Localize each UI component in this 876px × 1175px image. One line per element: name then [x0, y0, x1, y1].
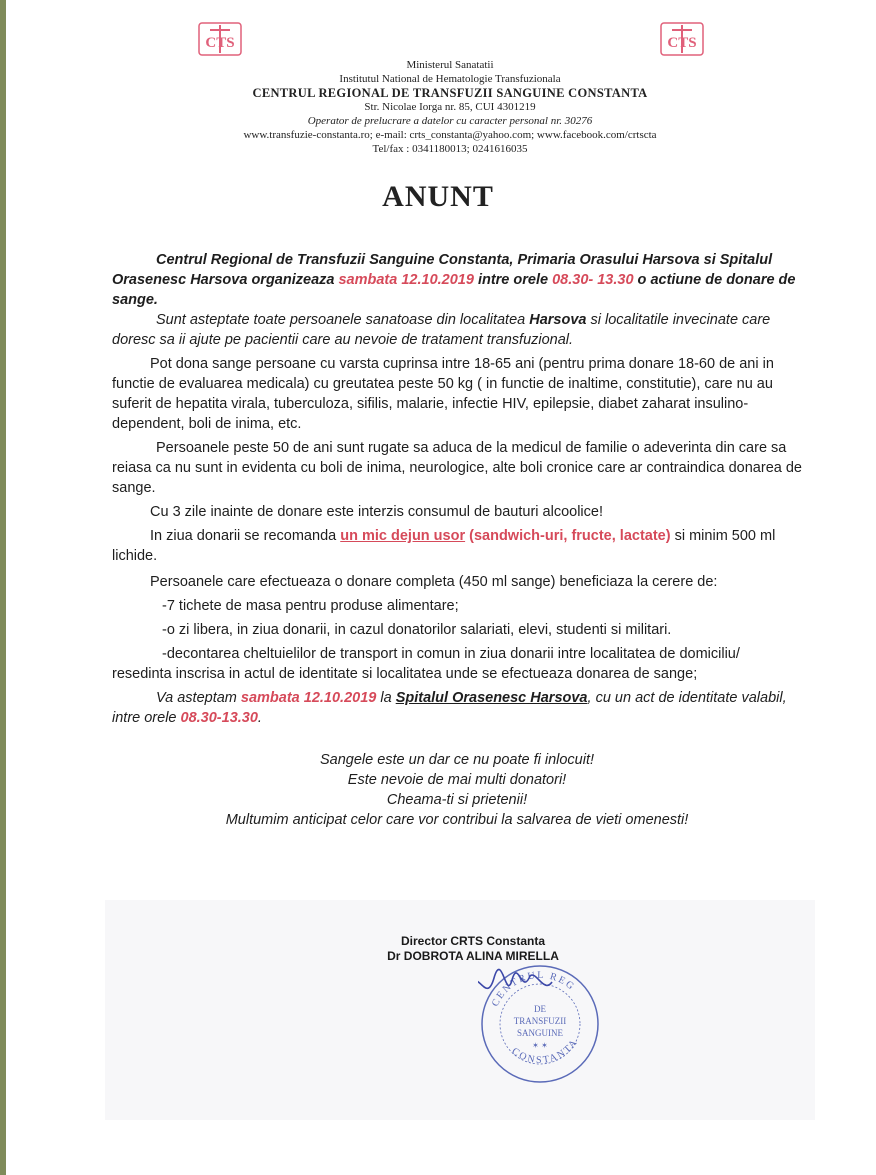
closing-line: Sangele este un dar ce nu poate fi inlocuit! [319, 752, 595, 768]
intro-text-3: o actiune de donare de sange. [112, 272, 796, 308]
benefit-item: -o zi libera, in ziua donarii, in cazul donatorilor salariati, elevi, studenti si militari. [162, 622, 672, 638]
closing-invite-text-2: la [376, 690, 396, 706]
benefit-item: -7 tichete de masa pentru produse alimentare; [162, 598, 459, 614]
intro-text: Centrul Regional de Transfuzii Sanguine Constanta, Primaria Orasului Harsova si Spitalul Orasenesc Harsova organizeaza [112, 252, 773, 288]
closing-invite-text: Va asteptam [156, 690, 241, 706]
signature-block [0, 934, 876, 964]
event-date: sambata 12.10.2019 [338, 272, 474, 288]
event-hours: 08.30- 13.30 [552, 272, 634, 288]
crts-logo-right [660, 22, 704, 56]
svg-text:✶ ✶: ✶ ✶ [532, 1041, 548, 1050]
paragraph-over-50: Persoanele peste 50 de ani sunt rugate sa aduca de la medicul de familie o adeverinta din care sa reiasa ca nu sunt in evidenta cu boli de inima, neurologice, alte boli cronice care ar contraindica donarea de sange. [112, 440, 802, 496]
benefit-item: -decontarea cheltuielilor de transport in comun in ziua donarii intre localitatea de domiciliu/ resedinta inscrisa in actul de identitate si localitatea unde se efectueaza donarea de sange; [112, 646, 740, 682]
paragraph-eligibility: Pot dona sange persoane cu varsta cuprinsa intre 18-65 ani (pentru prima donare 18-60 de ani in functie de evaluarea medicala) cu greutatea peste 50 kg ( in functie de inaltime, constitutie), care nu au suferit de hepatita virala, tuberculoza, sifilis, malarie, infectie HIV, epilepsie, diabet zaharat insulino-dependent, boli de inima, etc. [112, 356, 774, 432]
ministry-line: Ministerul Sanatatii [406, 59, 494, 71]
closing-line: Este nevoie de mai multi donatori! [347, 772, 567, 788]
director-name: Dr DOBROTA ALINA MIRELLA [387, 949, 559, 963]
logo-text: CTS [667, 35, 697, 51]
invitation-text-2: si localitatile invecinate care doresc sa ii ajute pe pacientii care au nevoie de tratament transfuzional. [112, 312, 771, 348]
institute-line: Institutul National de Hematologie Transfuzionala [339, 73, 561, 85]
signature-panel [105, 900, 815, 1120]
stamp-line-2: TRANSFUZII [513, 1016, 567, 1026]
event-date-2: sambata 12.10.2019 [240, 690, 377, 706]
left-border-strip [0, 0, 6, 1175]
paragraph-benefits-intro: Persoanele care efectueaza o donare completa (450 ml sange) beneficiaza la cerere de: [150, 574, 718, 590]
breakfast-text-2: si minim 500 ml lichide. [112, 528, 776, 564]
logo-text: CTS [205, 35, 235, 51]
breakfast-examples: (sandwich-uri, fructe, lactate) [465, 528, 671, 544]
stamp-line-3: SANGUINE [517, 1028, 563, 1038]
stamp-outer-top: CENTRUL REG [489, 969, 578, 1009]
closing-invite-text-4: . [257, 710, 262, 726]
locality-name: Harsova [529, 312, 587, 328]
paragraph-intro [112, 250, 802, 310]
stamp-line-1: DE [534, 1004, 546, 1014]
letterhead [150, 58, 750, 156]
paragraph-breakfast [112, 526, 802, 566]
hospital-name: Spitalul Orasenesc Harsova [395, 690, 588, 706]
event-hours-2: 08.30-13.30 [180, 710, 258, 726]
invitation-text: Sunt asteptate toate persoanele sanatoase din localitatea [156, 312, 530, 328]
intro-text-2: intre orele [473, 272, 553, 288]
director-role: Director CRTS Constanta [400, 934, 546, 948]
paragraph-invitation [112, 310, 802, 350]
stamp-outer-bottom: CONSTANTA [509, 1036, 581, 1066]
center-name: CENTRUL REGIONAL DE TRANSFUZII SANGUINE CONSTANTA [252, 86, 648, 100]
closing-invite-text-3: , cu un act de identitate valabil, intre orele [112, 690, 787, 726]
official-stamp [478, 962, 602, 1086]
paragraph-alcohol: Cu 3 zile inainte de donare este interzis consumul de bauturi alcoolice! [150, 504, 603, 520]
breakfast-text: In ziua donarii se recomanda [150, 528, 341, 544]
announcement-body [112, 250, 802, 830]
paragraph-closing-invite [112, 688, 802, 728]
page-title: ANUNT [382, 180, 494, 213]
closing-line: Cheama-ti si prietenii! [386, 792, 528, 808]
closing-line: Multumim anticipat celor care vor contribui la salvarea de vieti omenesti! [225, 812, 689, 828]
crts-logo-left [198, 22, 242, 56]
breakfast-highlight: un mic dejun usor [340, 528, 466, 544]
web-contact-line: www.transfuzie-constanta.ro; e-mail: crts_constanta@yahoo.com; www.facebook.com/crtscta [243, 129, 657, 141]
data-operator-line: Operator de prelucrare a datelor cu caracter personal nr. 30276 [307, 115, 593, 127]
address-line: Str. Nicolae Iorga nr. 85, CUI 4301219 [364, 101, 536, 113]
phone-line: Tel/fax : 0341180013; 0241616035 [372, 143, 528, 155]
